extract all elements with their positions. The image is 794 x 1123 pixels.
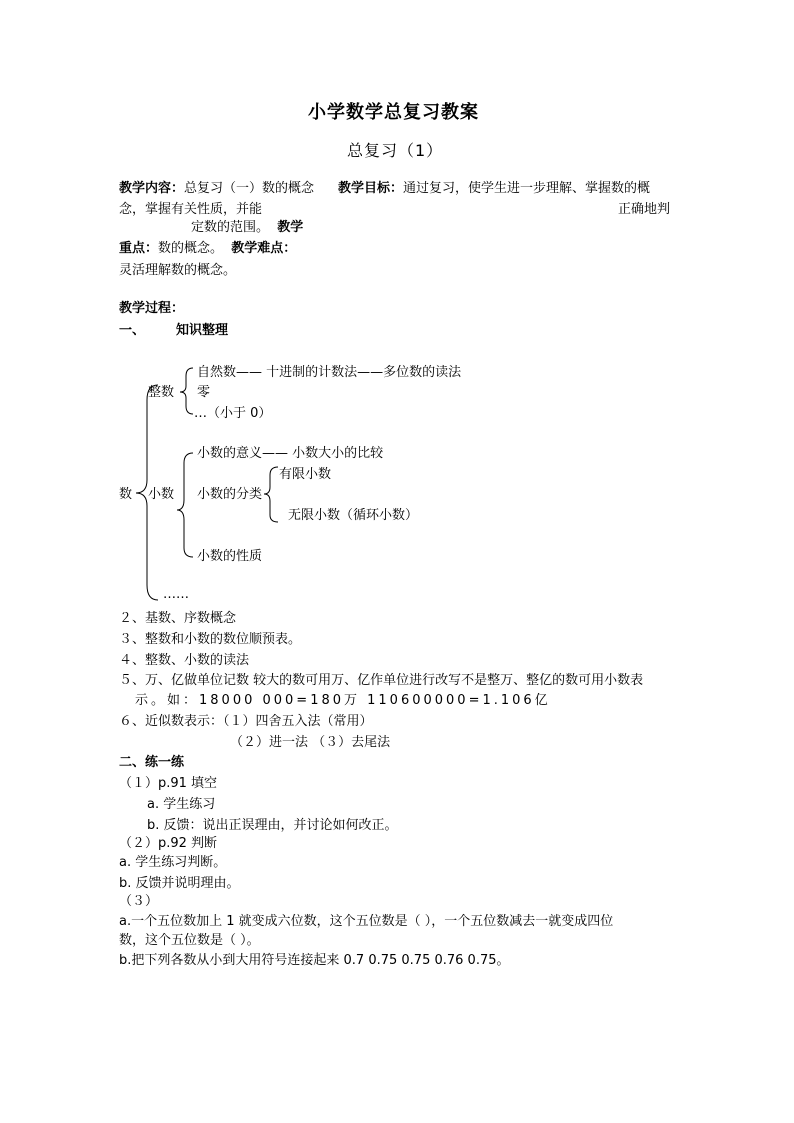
item-6-line-1: ６、近似数表示：（１）四舍五入法（常用） — [119, 714, 373, 729]
goal-line-3 — [191, 219, 303, 237]
section-1-label: 知识整理 — [176, 323, 229, 338]
classification-brace — [264, 467, 278, 522]
item-6-line-2: （２）进一法 （３）去尾法 — [230, 735, 391, 750]
tree-zero: 零 — [197, 385, 211, 400]
content-value: 总复习（一）数的概念 — [184, 181, 315, 196]
practice-1b: b. 反馈：说出正误理由，并讨论如何改正。 — [147, 818, 398, 833]
tree-negative: …（小于 0） — [194, 406, 272, 421]
question-a-line-1: a.一个五位数加上 1 就变成六位数，这个五位数是（ ），一个五位数减去一就变成四位 — [119, 914, 614, 929]
item-4: ４、整数、小数的读法 — [119, 653, 250, 668]
item-2: ２、基数、序数概念 — [119, 611, 237, 626]
goal-line-3a: 定数的范围。 — [191, 220, 270, 235]
decimal-brace — [177, 453, 193, 557]
page-subtitle: 总复习（1） — [347, 141, 444, 160]
goal-label: 教学目标： — [338, 181, 404, 196]
focus-label: 重点： — [119, 241, 159, 256]
practice-2a: a. 学生练习判断。 — [119, 855, 227, 870]
goal-line-3b: 教学 — [277, 220, 304, 235]
difficulty-label: 教学难点： — [231, 241, 297, 256]
question-b: b.把下列各数从小到大用符号连接起来 0.7 0.75 0.75 0.76 0.75。 — [119, 953, 510, 968]
question-a-line-2: 数，这个五位数是（ ）。 — [119, 933, 260, 948]
practice-2: （２）p.92 判断 — [119, 836, 218, 851]
tree-classification: 小数的分类 — [197, 487, 263, 502]
integer-brace — [180, 368, 193, 414]
goal-line-2b: 正确地判 — [618, 202, 671, 217]
practice-1a: a. 学生练习 — [147, 797, 216, 812]
tree-infinite: 无限小数（循环小数） — [288, 508, 419, 523]
process-label: 教学过程： — [119, 301, 185, 316]
tree-root: 数 — [119, 487, 133, 502]
teaching-goal-line — [338, 180, 650, 198]
practice-2b: b. 反馈并说明理由。 — [119, 876, 240, 891]
goal-line-1: 通过复习，使学生进一步理解、掌握数的概 — [403, 181, 651, 196]
item-5-line-2: 示。如：18000 000=180万 110600000=1.106亿 — [135, 693, 551, 708]
tree-decimal: 小数 — [148, 487, 175, 502]
content-label: 教学内容： — [119, 181, 185, 196]
tree-integer: 整数 — [148, 385, 175, 400]
item-3: ３、整数和小数的数位顺预表。 — [119, 632, 302, 647]
difficulty-value: 灵活理解数的概念。 — [119, 263, 237, 278]
tree-ellipsis: …… — [163, 587, 189, 602]
practice-3: （３） — [119, 894, 159, 909]
section-1-number: 一、 — [119, 323, 146, 338]
tree-finite: 有限小数 — [279, 467, 332, 482]
practice-1: （１）p.91 填空 — [119, 776, 218, 791]
focus-value: 数的概念。 — [158, 241, 224, 256]
tree-property: 小数的性质 — [197, 549, 263, 564]
item-5-line-1: ５、万、亿做单位记数 较大的数可用万、亿作单位进行改写不是整万、整亿的数可用小数表 — [119, 673, 644, 688]
teaching-content-line — [119, 180, 314, 198]
tree-natural: 自然数—— 十进制的计数法——多位数的读法 — [197, 365, 462, 380]
section-2-label: 二、练一练 — [119, 755, 185, 770]
goal-line-2a: 念，掌握有关性质，并能 — [119, 202, 263, 217]
tree-meaning: 小数的意义—— 小数大小的比较 — [197, 446, 384, 461]
focus-line — [119, 240, 296, 258]
page-title: 小学数学总复习教案 — [308, 102, 479, 123]
